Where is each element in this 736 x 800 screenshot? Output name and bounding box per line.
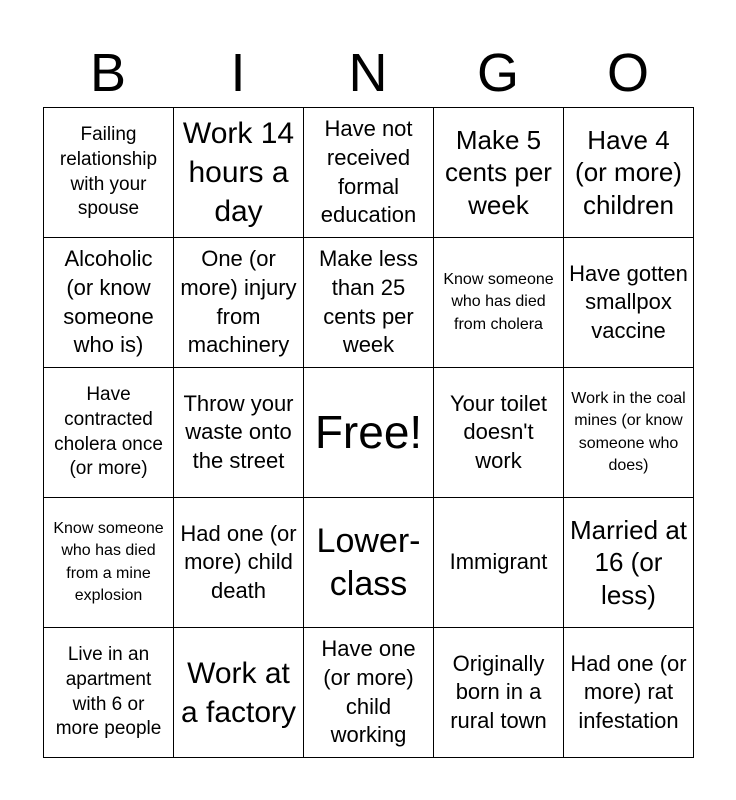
bingo-cell[interactable]: One (or more) injury from machinery [174,238,304,368]
bingo-cell[interactable]: Lower-class [304,498,434,628]
bingo-cell[interactable]: Work in the coal mines (or know someone who does) [564,368,694,498]
bingo-cell[interactable]: Originally born in a rural town [434,628,564,758]
bingo-cell[interactable]: Failing relationship with your spouse [44,108,174,238]
grid-row [44,498,694,628]
header-letter-o: O [606,43,649,103]
free-space-cell[interactable]: Free! [304,368,434,498]
bingo-cell[interactable]: Immigrant [434,498,564,628]
bingo-cell[interactable]: Your toilet doesn't work [434,368,564,498]
grid-row [44,368,694,498]
bingo-cell[interactable]: Know someone who has died from cholera [434,238,564,368]
bingo-cell[interactable]: Had one (or more) rat infestation [564,628,694,758]
bingo-header [43,40,693,106]
bingo-cell[interactable]: Alcoholic (or know someone who is) [44,238,174,368]
header-letter-b: B [89,43,127,103]
bingo-cell[interactable]: Live in an apartment with 6 or more people [44,628,174,758]
grid-row [44,238,694,368]
bingo-cell[interactable]: Make 5 cents per week [434,108,564,238]
bingo-cell[interactable]: Work at a factory [174,628,304,758]
bingo-cell[interactable]: Had one (or more) child death [174,498,304,628]
header-letter-i: I [230,43,246,103]
bingo-grid [43,107,694,758]
bingo-cell[interactable]: Have contracted cholera once (or more) [44,368,174,498]
bingo-cell[interactable]: Have gotten smallpox vaccine [564,238,694,368]
bingo-cell[interactable]: Married at 16 (or less) [564,498,694,628]
bingo-cell[interactable]: Make less than 25 cents per week [304,238,434,368]
bingo-cell[interactable]: Have one (or more) child working [304,628,434,758]
bingo-cell[interactable]: Have not received formal education [304,108,434,238]
bingo-cell[interactable]: Throw your waste onto the street [174,368,304,498]
header-letter-g: G [476,43,519,103]
bingo-cell[interactable]: Work 14 hours a day [174,108,304,238]
grid-row [44,108,694,238]
grid-row [44,628,694,758]
header-letter-n: N [348,43,388,103]
bingo-cell[interactable]: Know someone who has died from a mine explosion [44,498,174,628]
bingo-cell[interactable]: Have 4 (or more) children [564,108,694,238]
